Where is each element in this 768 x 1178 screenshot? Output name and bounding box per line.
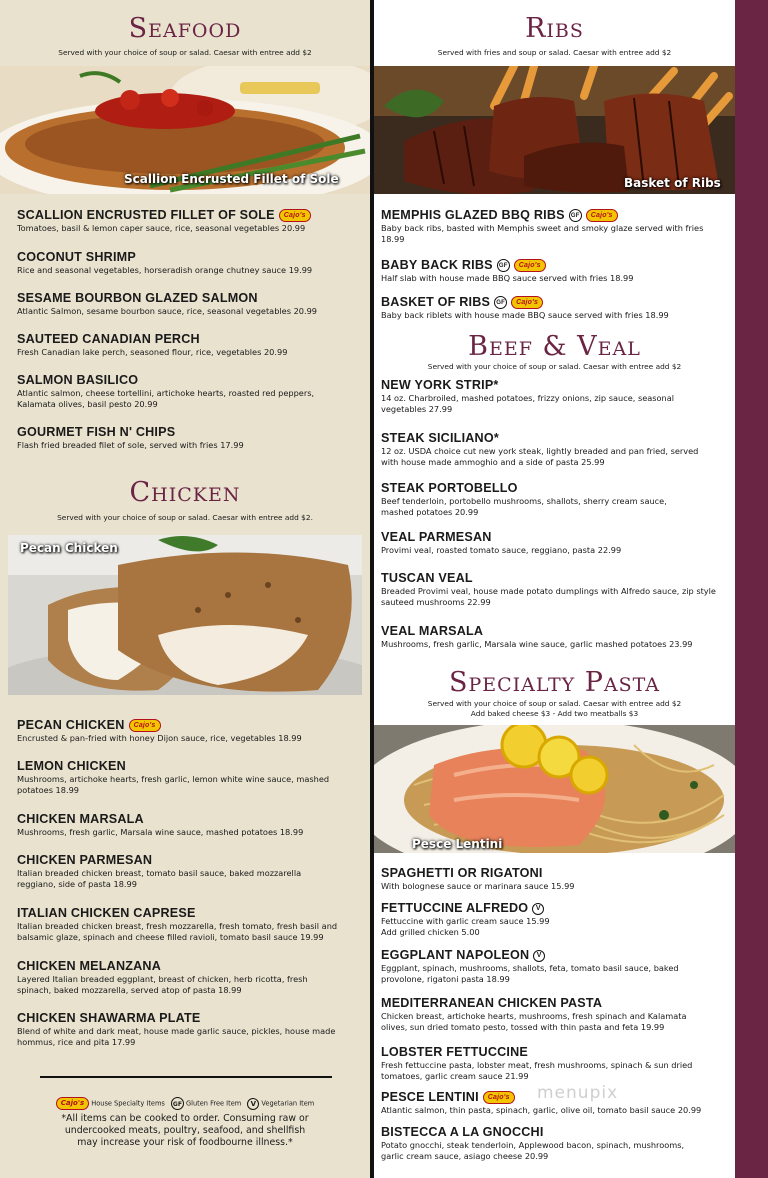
pasta-photo-caption: Pesce Lentini	[412, 837, 503, 851]
item-description: With bolognese sauce or marinara sauce 15.99	[381, 881, 575, 891]
menu-item-chicken-shawarma	[17, 1011, 342, 1047]
legend-divider	[40, 1076, 332, 1078]
menu-item-veal-parmesan	[381, 530, 721, 556]
menu-item-coconut-shrimp	[17, 250, 362, 276]
menu-item-fish-n-chips	[17, 425, 362, 451]
vegetarian-icon: V	[247, 1098, 259, 1110]
item-name: VEAL MARSALA	[381, 624, 484, 638]
item-description: Mushrooms, fresh garlic, Marsala wine sauce, garlic mashed potatoes 23.99	[381, 639, 693, 649]
item-description: Atlantic Salmon, sesame bourbon sauce, rice, seasonal vegetables 20.99	[17, 306, 318, 316]
pesce-lentini-image	[374, 725, 735, 853]
chicken-title: Chicken	[129, 477, 241, 508]
item-name: PECAN CHICKEN	[17, 718, 125, 732]
chicken-photo-caption: Pecan Chicken	[20, 541, 118, 555]
item-description: Beef tenderloin, portobello mushrooms, shallots, sherry cream sauce, mashed potatoes 20.99	[381, 496, 667, 517]
menu-item-eggplant-napoleon	[381, 948, 701, 984]
food-safety-notice: *All items can be cooked to order. Consuming raw or undercooked meats, poultry, seafood, and shellfish may increase your risk of foodbourne illness.*	[61, 1113, 309, 1148]
item-description: Chicken breast, artichoke hearts, mushrooms, fresh spinach and Kalamata olives, sun dried tomato pesto, tossed with thin pasta and feta 19.99	[381, 1011, 687, 1032]
item-description: Rice and seasonal vegetables, horseradish orange chutney sauce 19.99	[17, 265, 313, 275]
item-name: LOBSTER FETTUCCINE	[381, 1045, 529, 1059]
item-description: Layered Italian breaded eggplant, breast of chicken, herb ricotta, fresh spinach, baked mozzarella, served atop of pasta 18.99	[17, 974, 308, 995]
vegetarian-icon: V	[533, 950, 545, 962]
item-name: CHICKEN MELANZANA	[17, 959, 162, 973]
item-description: Potato gnocchi, steak tenderloin, Applewood bacon, spinach, mushrooms, garlic cream sauce, asiago cheese 20.99	[381, 1140, 685, 1161]
item-description: Atlantic salmon, thin pasta, spinach, garlic, olive oil, tomato basil sauce 20.99	[381, 1105, 702, 1115]
pasta-photo	[374, 725, 735, 853]
item-description: Fresh Canadian lake perch, seasoned flour, rice, vegetables 20.99	[17, 347, 288, 357]
legend-gluten-free: Gluten Free Item	[186, 1099, 242, 1108]
ribs-photo-caption: Basket of Ribs	[624, 176, 721, 190]
icon-legend	[0, 1097, 370, 1110]
house-specialty-icon: Cajo's	[129, 719, 161, 732]
menu-item-pecan-chicken	[17, 718, 362, 744]
item-name: CHICKEN MARSALA	[17, 812, 144, 826]
item-name: SESAME BOURBON GLAZED SALMON	[17, 291, 258, 305]
basket-of-ribs-image	[374, 66, 735, 194]
house-specialty-icon: Cajo's	[279, 209, 311, 222]
menu-item-new-york-strip	[381, 378, 701, 414]
menu-item-chicken-melanzana	[17, 959, 337, 995]
item-name: STEAK PORTOBELLO	[381, 481, 518, 495]
menu-item-chicken-marsala	[17, 812, 362, 838]
item-name: GOURMET FISH N' CHIPS	[17, 425, 176, 439]
item-name: MEMPHIS GLAZED BBQ RIBS	[381, 208, 565, 222]
item-name: SPAGHETTI OR RIGATONI	[381, 866, 543, 880]
item-description: Italian breaded chicken breast, fresh mozzarella, fresh tomato, fresh basil and balsamic glaze, spinach and cheese filled ravioli, tomato basil sauce 19.99	[17, 921, 338, 942]
item-name: CHICKEN PARMESAN	[17, 853, 153, 867]
specialty-pasta-addons: Add baked cheese $3 - Add two meatballs $3	[470, 709, 639, 718]
seafood-title: Seafood	[128, 13, 242, 44]
item-name: BISTECCA A LA GNOCCHI	[381, 1125, 544, 1139]
pecan-chicken-image	[8, 535, 362, 695]
item-description: Baby back riblets with house made BBQ sauce served with fries 18.99	[381, 310, 669, 320]
right-column	[374, 0, 735, 1178]
legend-vegetarian: Vegetarian Item	[261, 1099, 315, 1108]
house-specialty-icon: Cajo's	[483, 1091, 515, 1104]
menu-item-fillet-of-sole	[17, 208, 362, 234]
left-column	[0, 0, 370, 1178]
chicken-subtitle: Served with your choice of soup or salad. Caesar with entree add $2.	[57, 513, 313, 522]
legend-house: House Specialty Items	[91, 1099, 165, 1108]
menu-item-baby-back-ribs	[381, 258, 721, 284]
item-description: Baby back ribs, basted with Memphis sweet and smoky glaze served with fries 18.99	[381, 223, 704, 244]
menu-item-bistecca-gnocchi	[381, 1125, 701, 1161]
item-name: STEAK SICILIANO*	[381, 431, 499, 445]
chicken-photo	[8, 535, 362, 695]
item-name: ITALIAN CHICKEN CAPRESE	[17, 906, 196, 920]
gluten-free-icon: GF	[171, 1097, 184, 1110]
menu-item-memphis-ribs	[381, 208, 721, 244]
decorative-side-band	[735, 0, 768, 1178]
ribs-title: Ribs	[525, 13, 584, 44]
item-name: EGGPLANT NAPOLEON	[381, 948, 530, 962]
specialty-pasta-subtitle: Served with your choice of soup or salad. Caesar with entree add $2	[427, 699, 682, 708]
item-description: Italian breaded chicken breast, tomato basil sauce, baked mozzarella reggiano, side of pasta 18.99	[17, 868, 302, 889]
item-name: FETTUCCINE ALFREDO	[381, 901, 529, 915]
item-description: Fresh fettuccine pasta, lobster meat, fresh mushrooms, spinach & sun dried tomatoes, garlic cream sauce 21.99	[381, 1060, 693, 1081]
beef-veal-subtitle: Served with your choice of soup or salad. Caesar with entree add $2	[427, 362, 682, 371]
menu-item-canadian-perch	[17, 332, 362, 358]
menu-item-steak-portobello	[381, 481, 701, 517]
ribs-subtitle: Served with fries and soup or salad. Caesar with entree add $2	[437, 48, 672, 57]
item-name: BABY BACK RIBS	[381, 258, 493, 272]
seafood-photo	[0, 66, 370, 194]
item-name: LEMON CHICKEN	[17, 759, 126, 773]
item-name: SAUTEED CANADIAN PERCH	[17, 332, 200, 346]
menu-item-steak-siciliano	[381, 431, 706, 467]
menu-item-chicken-caprese	[17, 906, 347, 942]
item-description: 12 oz. USDA choice cut new york steak, lightly breaded and pan fried, served with house made ammoghio and a side of pasta 25.99	[381, 446, 699, 467]
ribs-photo	[374, 66, 735, 194]
item-description: Half slab with house made BBQ sauce served with fries 18.99	[381, 273, 634, 283]
item-description: Encrusted & pan-fried with honey Dijon sauce, rice, vegetables 18.99	[17, 733, 302, 743]
menu-item-spaghetti-rigatoni	[381, 866, 721, 892]
item-description: Fettuccine with garlic cream sauce 15.99	[381, 916, 550, 926]
seafood-photo-caption: Scallion Encrusted Fillet of Sole	[124, 172, 339, 186]
item-addon: Add grilled chicken 5.00	[381, 926, 480, 937]
item-description: Blend of white and dark meat, house made garlic sauce, pickles, house made hommus, rice and pita 17.99	[17, 1026, 336, 1047]
house-specialty-icon: Cajo's	[586, 209, 618, 222]
house-specialty-icon: Cajo's	[514, 259, 546, 272]
item-description: Mushrooms, fresh garlic, Marsala wine sauce, mashed potatoes 18.99	[17, 827, 304, 837]
menu-item-lobster-fettuccine	[381, 1045, 711, 1081]
item-description: Breaded Provimi veal, house made potato dumplings with Alfredo sauce, zip style sauteed mushrooms 22.99	[381, 586, 716, 607]
menu-item-basket-of-ribs	[381, 295, 721, 321]
menu-item-salmon-basilico	[17, 373, 337, 409]
item-description: Flash fried breaded filet of sole, served with fries 17.99	[17, 440, 244, 450]
menu-item-veal-marsala	[381, 624, 726, 650]
item-description: 14 oz. Charbroiled, mashed potatoes, frizzy onions, zip sauce, seasonal vegetables 27.99	[381, 393, 675, 414]
seafood-subtitle: Served with your choice of soup or salad. Caesar with entree add $2	[58, 48, 312, 57]
menu-item-lemon-chicken	[17, 759, 337, 795]
menu-item-sesame-salmon	[17, 291, 362, 317]
item-description: Atlantic salmon, cheese tortellini, artichoke hearts, roasted red peppers, Kalamata olives, basil pesto 20.99	[17, 388, 315, 409]
item-name: CHICKEN SHAWARMA PLATE	[17, 1011, 201, 1025]
menu-item-chicken-parmesan	[17, 853, 337, 889]
gluten-free-icon: GF	[569, 209, 582, 222]
item-description: Mushrooms, artichoke hearts, fresh garlic, lemon white wine sauce, mashed potatoes 18.99	[17, 774, 330, 795]
item-name: SALMON BASILICO	[17, 373, 139, 387]
item-name: BASKET OF RIBS	[381, 295, 491, 309]
house-specialty-icon: Cajo's	[511, 296, 543, 309]
item-name: VEAL PARMESAN	[381, 530, 492, 544]
item-name: COCONUT SHRIMP	[17, 250, 136, 264]
item-description: Tomatoes, basil & lemon caper sauce, rice, seasonal vegetables 20.99	[17, 223, 306, 233]
menu-item-mediterranean-chicken-pasta	[381, 996, 701, 1032]
item-name: MEDITERRANEAN CHICKEN PASTA	[381, 996, 603, 1010]
gluten-free-icon: GF	[494, 296, 507, 309]
menu-item-tuscan-veal	[381, 571, 716, 607]
item-name: PESCE LENTINI	[381, 1090, 479, 1104]
item-description: Eggplant, spinach, mushrooms, shallots, feta, tomato basil sauce, baked provolone, rigatoni pasta 18.99	[381, 963, 679, 984]
item-name: NEW YORK STRIP*	[381, 378, 499, 392]
gluten-free-icon: GF	[497, 259, 510, 272]
beef-veal-title: Beef & Veal	[468, 331, 641, 362]
item-name: TUSCAN VEAL	[381, 571, 473, 585]
watermark: menupix	[537, 1083, 619, 1103]
item-name: SCALLION ENCRUSTED FILLET OF SOLE	[17, 208, 275, 222]
house-specialty-icon: Cajo's	[56, 1097, 89, 1110]
specialty-pasta-title: Specialty Pasta	[448, 667, 661, 698]
menu-item-fettuccine-alfredo	[381, 901, 721, 937]
item-description: Provimi veal, roasted tomato sauce, reggiano, pasta 22.99	[381, 545, 622, 555]
vegetarian-icon: V	[532, 903, 544, 915]
